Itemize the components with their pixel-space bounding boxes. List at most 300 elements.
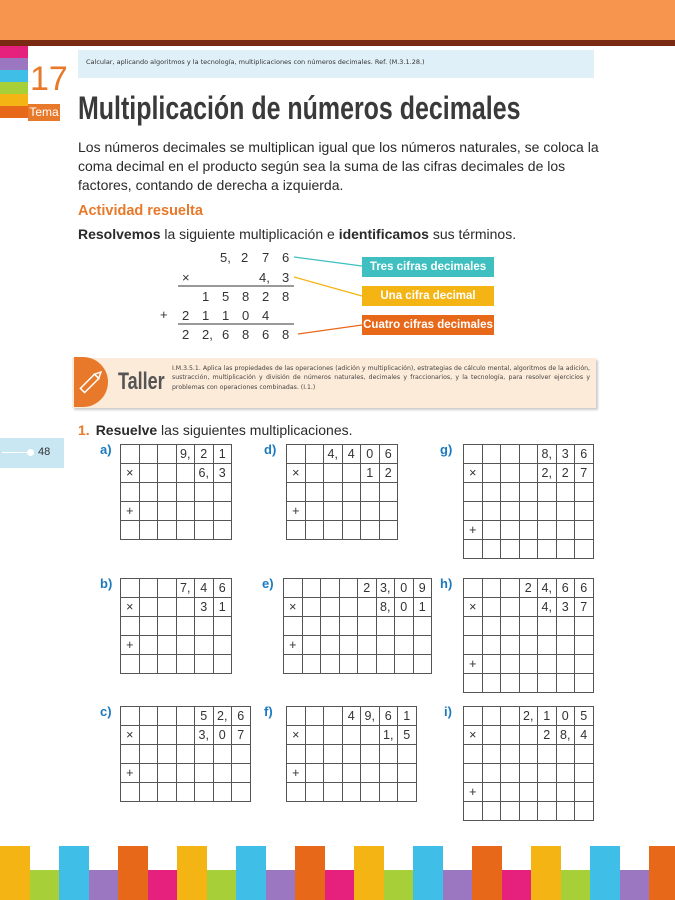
grid-cell[interactable]: ×: [287, 464, 306, 483]
grid-cell[interactable]: +: [464, 521, 483, 540]
grid-cell[interactable]: 1: [213, 598, 232, 617]
grid-cell[interactable]: [158, 764, 177, 783]
grid-cell[interactable]: [501, 483, 520, 502]
grid-cell[interactable]: 4: [342, 707, 361, 726]
grid-cell[interactable]: 2,: [213, 707, 232, 726]
grid-cell[interactable]: [302, 636, 321, 655]
grid-cell[interactable]: [538, 764, 557, 783]
grid-cell[interactable]: [482, 579, 501, 598]
grid-cell[interactable]: [232, 745, 251, 764]
grid-cell[interactable]: [176, 598, 195, 617]
grid-cell[interactable]: [339, 636, 358, 655]
grid-cell[interactable]: [158, 726, 177, 745]
multiplication-grid[interactable]: [286, 444, 398, 540]
grid-cell[interactable]: [575, 540, 594, 559]
multiplication-grid[interactable]: [283, 578, 432, 674]
grid-cell[interactable]: [398, 745, 417, 764]
grid-cell[interactable]: [302, 598, 321, 617]
grid-cell[interactable]: [176, 745, 195, 764]
grid-cell[interactable]: [358, 636, 377, 655]
grid-cell[interactable]: 1,: [379, 726, 398, 745]
grid-cell[interactable]: [482, 617, 501, 636]
grid-cell[interactable]: [324, 745, 343, 764]
grid-cell[interactable]: [464, 483, 483, 502]
grid-cell[interactable]: 6: [379, 445, 398, 464]
grid-cell[interactable]: [305, 483, 324, 502]
grid-cell[interactable]: [464, 707, 483, 726]
grid-cell[interactable]: [339, 655, 358, 674]
grid-cell[interactable]: [139, 445, 158, 464]
grid-cell[interactable]: [538, 802, 557, 821]
grid-cell[interactable]: [519, 540, 538, 559]
grid-cell[interactable]: [379, 521, 398, 540]
grid-cell[interactable]: [501, 636, 520, 655]
grid-cell[interactable]: [195, 617, 214, 636]
grid-cell[interactable]: [176, 617, 195, 636]
grid-cell[interactable]: [482, 726, 501, 745]
grid-cell[interactable]: [361, 726, 380, 745]
grid-cell[interactable]: 0: [361, 445, 380, 464]
grid-cell[interactable]: [519, 655, 538, 674]
grid-cell[interactable]: [121, 783, 140, 802]
grid-cell[interactable]: [195, 655, 214, 674]
grid-cell[interactable]: [176, 764, 195, 783]
grid-cell[interactable]: [556, 674, 575, 693]
grid-cell[interactable]: [342, 521, 361, 540]
grid-cell[interactable]: [575, 745, 594, 764]
grid-cell[interactable]: [213, 483, 232, 502]
grid-cell[interactable]: 2: [556, 464, 575, 483]
grid-cell[interactable]: [158, 636, 177, 655]
grid-cell[interactable]: 4: [342, 445, 361, 464]
grid-cell[interactable]: [139, 617, 158, 636]
grid-cell[interactable]: [482, 707, 501, 726]
grid-cell[interactable]: [287, 783, 306, 802]
grid-cell[interactable]: [284, 579, 303, 598]
grid-cell[interactable]: ×: [464, 464, 483, 483]
grid-cell[interactable]: [379, 483, 398, 502]
grid-cell[interactable]: [324, 783, 343, 802]
grid-cell[interactable]: [305, 726, 324, 745]
grid-cell[interactable]: +: [287, 502, 306, 521]
grid-cell[interactable]: [195, 521, 214, 540]
grid-cell[interactable]: [305, 707, 324, 726]
grid-cell[interactable]: 2: [195, 445, 214, 464]
grid-cell[interactable]: [158, 483, 177, 502]
grid-cell[interactable]: [376, 636, 395, 655]
grid-cell[interactable]: [538, 483, 557, 502]
grid-cell[interactable]: [121, 483, 140, 502]
grid-cell[interactable]: 7: [232, 726, 251, 745]
grid-cell[interactable]: [501, 445, 520, 464]
grid-cell[interactable]: 1: [213, 445, 232, 464]
grid-cell[interactable]: [342, 726, 361, 745]
grid-cell[interactable]: [158, 707, 177, 726]
grid-cell[interactable]: ×: [121, 726, 140, 745]
grid-cell[interactable]: [213, 745, 232, 764]
grid-cell[interactable]: [176, 483, 195, 502]
grid-cell[interactable]: [464, 636, 483, 655]
grid-cell[interactable]: [361, 745, 380, 764]
grid-cell[interactable]: 5: [195, 707, 214, 726]
grid-cell[interactable]: [575, 617, 594, 636]
grid-cell[interactable]: 6,: [195, 464, 214, 483]
grid-cell[interactable]: 3: [195, 598, 214, 617]
grid-cell[interactable]: 4,: [538, 579, 557, 598]
grid-cell[interactable]: [482, 674, 501, 693]
grid-cell[interactable]: [464, 617, 483, 636]
grid-cell[interactable]: 3: [556, 598, 575, 617]
grid-cell[interactable]: [121, 445, 140, 464]
grid-cell[interactable]: [158, 464, 177, 483]
grid-cell[interactable]: [324, 483, 343, 502]
grid-cell[interactable]: [519, 617, 538, 636]
grid-cell[interactable]: [482, 483, 501, 502]
grid-cell[interactable]: [121, 521, 140, 540]
grid-cell[interactable]: [482, 464, 501, 483]
grid-cell[interactable]: 4: [195, 579, 214, 598]
grid-cell[interactable]: [538, 521, 557, 540]
grid-cell[interactable]: [321, 636, 340, 655]
grid-cell[interactable]: [339, 579, 358, 598]
grid-cell[interactable]: [519, 674, 538, 693]
grid-cell[interactable]: [501, 726, 520, 745]
grid-cell[interactable]: 3: [556, 445, 575, 464]
grid-cell[interactable]: [139, 764, 158, 783]
multiplication-grid[interactable]: [286, 706, 417, 802]
grid-cell[interactable]: 8,: [538, 445, 557, 464]
grid-cell[interactable]: [482, 655, 501, 674]
grid-cell[interactable]: [501, 783, 520, 802]
grid-cell[interactable]: 6: [575, 579, 594, 598]
grid-cell[interactable]: [482, 540, 501, 559]
grid-cell[interactable]: [321, 598, 340, 617]
grid-cell[interactable]: 2: [538, 726, 557, 745]
grid-cell[interactable]: [358, 598, 377, 617]
grid-cell[interactable]: [121, 745, 140, 764]
grid-cell[interactable]: [324, 726, 343, 745]
grid-cell[interactable]: [519, 598, 538, 617]
grid-cell[interactable]: [575, 483, 594, 502]
grid-cell[interactable]: 0: [556, 707, 575, 726]
grid-cell[interactable]: 8,: [556, 726, 575, 745]
grid-cell[interactable]: +: [284, 636, 303, 655]
grid-cell[interactable]: [395, 636, 414, 655]
grid-cell[interactable]: [501, 540, 520, 559]
grid-cell[interactable]: [361, 783, 380, 802]
grid-cell[interactable]: [139, 726, 158, 745]
grid-cell[interactable]: [305, 745, 324, 764]
grid-cell[interactable]: +: [121, 764, 140, 783]
grid-cell[interactable]: [339, 617, 358, 636]
grid-cell[interactable]: [379, 783, 398, 802]
grid-cell[interactable]: [139, 521, 158, 540]
grid-cell[interactable]: [302, 655, 321, 674]
grid-cell[interactable]: [501, 707, 520, 726]
multiplication-grid[interactable]: [120, 706, 251, 802]
grid-cell[interactable]: [482, 802, 501, 821]
grid-cell[interactable]: [395, 655, 414, 674]
grid-cell[interactable]: ×: [464, 598, 483, 617]
grid-cell[interactable]: [213, 783, 232, 802]
grid-cell[interactable]: [482, 745, 501, 764]
grid-cell[interactable]: [379, 745, 398, 764]
grid-cell[interactable]: [213, 636, 232, 655]
grid-cell[interactable]: [361, 764, 380, 783]
grid-cell[interactable]: [361, 521, 380, 540]
grid-cell[interactable]: [556, 617, 575, 636]
grid-cell[interactable]: [305, 502, 324, 521]
grid-cell[interactable]: [575, 802, 594, 821]
grid-cell[interactable]: [556, 655, 575, 674]
grid-cell[interactable]: [139, 745, 158, 764]
grid-cell[interactable]: [305, 464, 324, 483]
grid-cell[interactable]: [195, 636, 214, 655]
grid-cell[interactable]: [342, 502, 361, 521]
grid-cell[interactable]: [158, 745, 177, 764]
grid-cell[interactable]: 6: [232, 707, 251, 726]
grid-cell[interactable]: 8,: [376, 598, 395, 617]
grid-cell[interactable]: [538, 540, 557, 559]
grid-cell[interactable]: [195, 764, 214, 783]
grid-cell[interactable]: [213, 655, 232, 674]
grid-cell[interactable]: 4: [575, 726, 594, 745]
grid-cell[interactable]: [158, 445, 177, 464]
grid-cell[interactable]: [556, 636, 575, 655]
grid-cell[interactable]: [556, 764, 575, 783]
multiplication-grid[interactable]: [463, 578, 594, 693]
grid-cell[interactable]: [398, 764, 417, 783]
grid-cell[interactable]: [575, 764, 594, 783]
grid-cell[interactable]: [305, 764, 324, 783]
grid-cell[interactable]: [501, 579, 520, 598]
grid-cell[interactable]: [121, 655, 140, 674]
grid-cell[interactable]: [287, 745, 306, 764]
grid-cell[interactable]: [482, 445, 501, 464]
grid-cell[interactable]: [321, 579, 340, 598]
grid-cell[interactable]: [342, 464, 361, 483]
grid-cell[interactable]: [556, 521, 575, 540]
grid-cell[interactable]: [158, 617, 177, 636]
grid-cell[interactable]: [342, 764, 361, 783]
grid-cell[interactable]: [519, 636, 538, 655]
grid-cell[interactable]: [287, 707, 306, 726]
grid-cell[interactable]: [519, 783, 538, 802]
grid-cell[interactable]: [556, 502, 575, 521]
grid-cell[interactable]: 0: [213, 726, 232, 745]
grid-cell[interactable]: [324, 464, 343, 483]
grid-cell[interactable]: 3,: [195, 726, 214, 745]
grid-cell[interactable]: [321, 617, 340, 636]
grid-cell[interactable]: [575, 674, 594, 693]
grid-cell[interactable]: 6: [379, 707, 398, 726]
grid-cell[interactable]: [213, 617, 232, 636]
grid-cell[interactable]: [482, 783, 501, 802]
grid-cell[interactable]: [305, 783, 324, 802]
grid-cell[interactable]: 1: [361, 464, 380, 483]
grid-cell[interactable]: 6: [556, 579, 575, 598]
grid-cell[interactable]: [482, 502, 501, 521]
grid-cell[interactable]: [324, 502, 343, 521]
grid-cell[interactable]: [176, 464, 195, 483]
grid-cell[interactable]: [501, 745, 520, 764]
grid-cell[interactable]: [195, 502, 214, 521]
grid-cell[interactable]: [575, 502, 594, 521]
grid-cell[interactable]: [413, 655, 432, 674]
grid-cell[interactable]: [501, 764, 520, 783]
grid-cell[interactable]: [176, 636, 195, 655]
grid-cell[interactable]: [158, 521, 177, 540]
grid-cell[interactable]: [501, 674, 520, 693]
grid-cell[interactable]: [361, 502, 380, 521]
grid-cell[interactable]: [158, 598, 177, 617]
grid-cell[interactable]: [139, 579, 158, 598]
multiplication-grid[interactable]: [120, 578, 232, 674]
grid-cell[interactable]: [519, 726, 538, 745]
grid-cell[interactable]: 7: [575, 464, 594, 483]
grid-cell[interactable]: 9,: [176, 445, 195, 464]
grid-cell[interactable]: [538, 745, 557, 764]
grid-cell[interactable]: 5: [398, 726, 417, 745]
grid-cell[interactable]: [575, 636, 594, 655]
grid-cell[interactable]: 1: [538, 707, 557, 726]
grid-cell[interactable]: [139, 655, 158, 674]
grid-cell[interactable]: [482, 636, 501, 655]
grid-cell[interactable]: [195, 783, 214, 802]
grid-cell[interactable]: [501, 802, 520, 821]
grid-cell[interactable]: 2,: [538, 464, 557, 483]
grid-cell[interactable]: [139, 483, 158, 502]
grid-cell[interactable]: [464, 445, 483, 464]
grid-cell[interactable]: [176, 707, 195, 726]
grid-cell[interactable]: [464, 579, 483, 598]
grid-cell[interactable]: [376, 655, 395, 674]
grid-cell[interactable]: ×: [121, 598, 140, 617]
grid-cell[interactable]: [464, 802, 483, 821]
grid-cell[interactable]: [287, 483, 306, 502]
grid-cell[interactable]: [538, 674, 557, 693]
grid-cell[interactable]: [176, 521, 195, 540]
grid-cell[interactable]: [232, 764, 251, 783]
grid-cell[interactable]: ×: [121, 464, 140, 483]
grid-cell[interactable]: [358, 617, 377, 636]
grid-cell[interactable]: [501, 617, 520, 636]
grid-cell[interactable]: [519, 464, 538, 483]
grid-cell[interactable]: [395, 617, 414, 636]
grid-cell[interactable]: [501, 521, 520, 540]
grid-cell[interactable]: [482, 764, 501, 783]
grid-cell[interactable]: [464, 764, 483, 783]
grid-cell[interactable]: [213, 764, 232, 783]
grid-cell[interactable]: [575, 521, 594, 540]
grid-cell[interactable]: [519, 483, 538, 502]
grid-cell[interactable]: ×: [284, 598, 303, 617]
grid-cell[interactable]: 0: [395, 598, 414, 617]
grid-cell[interactable]: 6: [213, 579, 232, 598]
multiplication-grid[interactable]: [463, 444, 594, 559]
grid-cell[interactable]: 9: [413, 579, 432, 598]
grid-cell[interactable]: [361, 483, 380, 502]
grid-cell[interactable]: [538, 655, 557, 674]
grid-cell[interactable]: [482, 598, 501, 617]
grid-cell[interactable]: [501, 464, 520, 483]
grid-cell[interactable]: 3,: [376, 579, 395, 598]
grid-cell[interactable]: ×: [287, 726, 306, 745]
grid-cell[interactable]: [575, 655, 594, 674]
grid-cell[interactable]: [139, 464, 158, 483]
grid-cell[interactable]: 3: [213, 464, 232, 483]
grid-cell[interactable]: [575, 783, 594, 802]
grid-cell[interactable]: [501, 502, 520, 521]
grid-cell[interactable]: [139, 783, 158, 802]
grid-cell[interactable]: [158, 655, 177, 674]
grid-cell[interactable]: [464, 745, 483, 764]
grid-cell[interactable]: [139, 636, 158, 655]
grid-cell[interactable]: 6: [575, 445, 594, 464]
grid-cell[interactable]: [501, 598, 520, 617]
grid-cell[interactable]: 7,: [176, 579, 195, 598]
grid-cell[interactable]: [556, 540, 575, 559]
grid-cell[interactable]: [464, 540, 483, 559]
grid-cell[interactable]: [176, 783, 195, 802]
grid-cell[interactable]: [339, 598, 358, 617]
grid-cell[interactable]: 0: [395, 579, 414, 598]
grid-cell[interactable]: [556, 802, 575, 821]
grid-cell[interactable]: [232, 783, 251, 802]
grid-cell[interactable]: 1: [413, 598, 432, 617]
grid-cell[interactable]: [464, 502, 483, 521]
grid-cell[interactable]: [538, 636, 557, 655]
grid-cell[interactable]: [342, 745, 361, 764]
grid-cell[interactable]: [342, 783, 361, 802]
grid-cell[interactable]: [287, 521, 306, 540]
grid-cell[interactable]: [284, 655, 303, 674]
grid-cell[interactable]: [342, 483, 361, 502]
grid-cell[interactable]: 4,: [324, 445, 343, 464]
grid-cell[interactable]: +: [121, 502, 140, 521]
grid-cell[interactable]: 1: [398, 707, 417, 726]
grid-cell[interactable]: +: [464, 783, 483, 802]
grid-cell[interactable]: [158, 783, 177, 802]
grid-cell[interactable]: [176, 655, 195, 674]
grid-cell[interactable]: [158, 502, 177, 521]
grid-cell[interactable]: [121, 707, 140, 726]
grid-cell[interactable]: 2: [379, 464, 398, 483]
grid-cell[interactable]: 4,: [538, 598, 557, 617]
grid-cell[interactable]: [538, 502, 557, 521]
grid-cell[interactable]: [213, 502, 232, 521]
grid-cell[interactable]: 7: [575, 598, 594, 617]
grid-cell[interactable]: [379, 502, 398, 521]
grid-cell[interactable]: [121, 617, 140, 636]
grid-cell[interactable]: [519, 502, 538, 521]
grid-cell[interactable]: 5: [575, 707, 594, 726]
grid-cell[interactable]: [556, 745, 575, 764]
grid-cell[interactable]: [538, 617, 557, 636]
grid-cell[interactable]: [195, 745, 214, 764]
grid-cell[interactable]: [379, 764, 398, 783]
grid-cell[interactable]: [305, 445, 324, 464]
grid-cell[interactable]: [176, 726, 195, 745]
grid-cell[interactable]: [519, 764, 538, 783]
grid-cell[interactable]: [556, 483, 575, 502]
grid-cell[interactable]: [302, 617, 321, 636]
grid-cell[interactable]: [139, 707, 158, 726]
grid-cell[interactable]: [358, 655, 377, 674]
grid-cell[interactable]: [376, 617, 395, 636]
grid-cell[interactable]: [195, 483, 214, 502]
grid-cell[interactable]: [321, 655, 340, 674]
